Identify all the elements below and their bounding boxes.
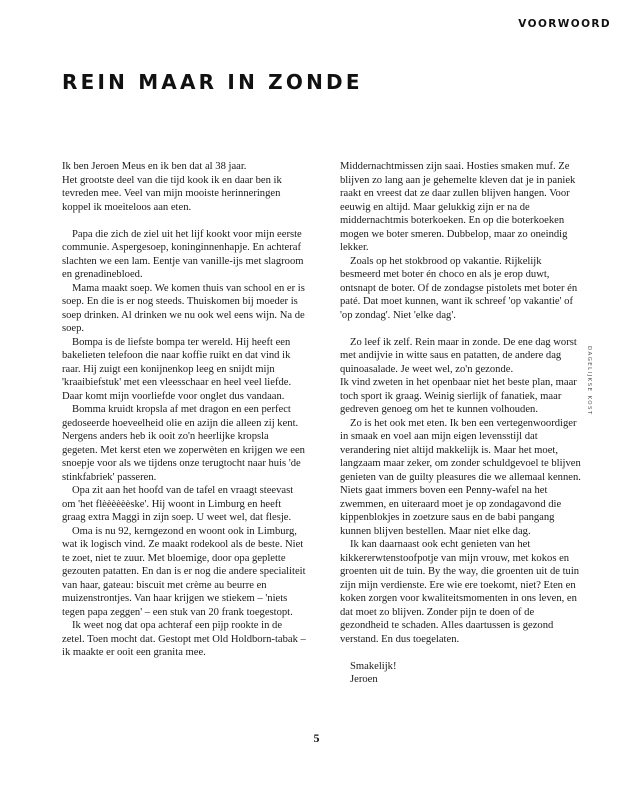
paragraph: Bompa is de liefste bompa ter wereld. Hij heeft een bakelieten telefoon die naar koffie ruikt en dat vind ik raar. Hij zuigt een konijnenkop leeg en snijdt mijn 'kraaibiefstuk' met een vleesschaar en heel veel liefde. Daar komt mijn voorliefde voor onglet dus vandaan. — [62, 336, 292, 402]
section-label: VOORWOORD — [518, 18, 611, 30]
left-column — [62, 160, 306, 660]
paragraph: Ik vind zweten in het openbaar niet het beste plan, maar toch sport ik graag. Weinig sierlijk of fanatiek, maar gedreven genoeg om het te kunnen volhouden. — [340, 377, 577, 415]
paragraph: Het grootste deel van die tijd kook ik en daar ben ik tevreden mee. Veel van mijn mooiste herinneringen koppel ik moeiteloos aan eten. — [62, 174, 282, 213]
paragraph: Ik weet nog dat opa achteraf een pijp rookte in de zetel. Toen mocht dat. Gestopt met Old Holdborn-tabak – ik maakte er ooit een granita mee. — [62, 620, 306, 658]
right-column — [340, 160, 584, 687]
paragraph: Ik kan daarnaast ook echt genieten van het kikkererwtenstoofpotje van mijn vrouw, met kokos en groenten uit de tuin. By the way, die groenten uit de tuin zijn mijn verdienste. Ere wie ere toekomt, niet? Eten en koken zorgen voor kwaliteitsmomenten in ons leven, en dat moet zo blijven. Zonder pijn te doen of de gezondheid te schaden. Alles daartussen is gezond verstand. En dus toegelaten. — [340, 539, 580, 645]
paragraph: Zo leef ik zelf. Rein maar in zonde. De ene dag worst met andijvie in witte saus en patatten, de andere dag quinoasalade. Je weet wel, zo'n gezonde. — [340, 336, 577, 375]
paragraph: Opa zit aan het hoofd van de tafel en vraagt steevast om 'het flèèèèèèske'. Hij woont in Limburg en heeft graag extra Maggi in zijn soep. U weet wel, dat flesje. — [62, 485, 294, 523]
paragraph: Zo is het ook met eten. Ik ben een vertegenwoordiger in smaak en voel aan mijn eigen levensstijl dat verandering niet altijd makkelijk is. Maar het moet, langzaam maar zeker, om zonder schuldgevoel te blijven genieten van de guilty pleasures die we allemaal kennen. Niets gaat immers boven een Penny-wafel na het zwemmen, en uiteraard moet je op zondagavond die kippenblokjes in zoetzure saus en de babi pangang kunnen blijven bestellen. Maar niet elke dag. — [340, 417, 581, 537]
page-number: 5 — [313, 731, 320, 745]
paragraph: Bomma kruidt kropsla af met dragon en een perfect gedoseerde hoeveelheid olie en azijn die alleen zij kent. Nergens anders heb ik ooit zo'n heerlijke kropsla gegeten. Met kerst eten we zoperwèten en krijgen we een snoepje voor als we tijdens onze terugtocht naar huis 'de stinkfabriek' passeren. — [62, 404, 305, 483]
paragraph: Zoals op het stokbrood op vakantie. Rijkelijk besmeerd met boter én choco en als je erop duwt, ontsnapt de boter. Of de zondagse pistolets met boter én paté. Dat moet kunnen, want ik schreef 'op vakantie' of 'op zondag'. Niet 'elke dag'. — [340, 255, 578, 321]
closing-line: Smakelijk! — [350, 660, 397, 672]
paragraph: Ik ben Jeroen Meus en ik ben dat al 38 jaar. — [62, 161, 247, 172]
paragraph: Middernachtmissen zijn saai. Hosties smaken muf. Ze blijven zo lang aan je gehemelte kleven dat je in paniek raakt en vreest dat ze daar zullen blijven hangen. Voor eeuwig en altijd. Maar gelukkig zijn er na de middernachtmis boterkoeken. En op die boterkoeken mogen we boter smeren. Dubbelop, maar zo oneindig lekker. — [340, 161, 576, 253]
page-title: REIN MAAR IN ZONDE — [62, 70, 363, 94]
paragraph: Oma is nu 92, kerngezond en woont ook in Limburg, wat ik logisch vind. Ze maakt rodekool als de beste. Niet te zoet, niet te zuur. Met bloemige, door opa geplette gezouten patatten. En dan is er nog die andere specialiteit van haar, gateau: biscuit met crème au beurre en muizenstrontjes. Van haar krijgen we stiekem – 'niets tegen papa zeggen' – een stuk van 20 frank toegestopt. — [62, 525, 306, 618]
side-label: DAGELIJKSE KOST — [586, 346, 592, 416]
paragraph: Mama maakt soep. We komen thuis van school en er is soep. En die is er nog steeds. Thuiskomen bij moeder is soep drinken. Al drinken we nu ook wel eens wijn. Na de soep. — [62, 282, 305, 334]
signature: Jeroen — [350, 674, 378, 685]
paragraph: Papa die zich de ziel uit het lijf kookt voor mijn eerste communie. Aspergesoep, koninginnenhapje. En achteraf slachten we een lam. Eentje van vanille-ijs met slagroom en grenadinebloed. — [62, 228, 304, 280]
